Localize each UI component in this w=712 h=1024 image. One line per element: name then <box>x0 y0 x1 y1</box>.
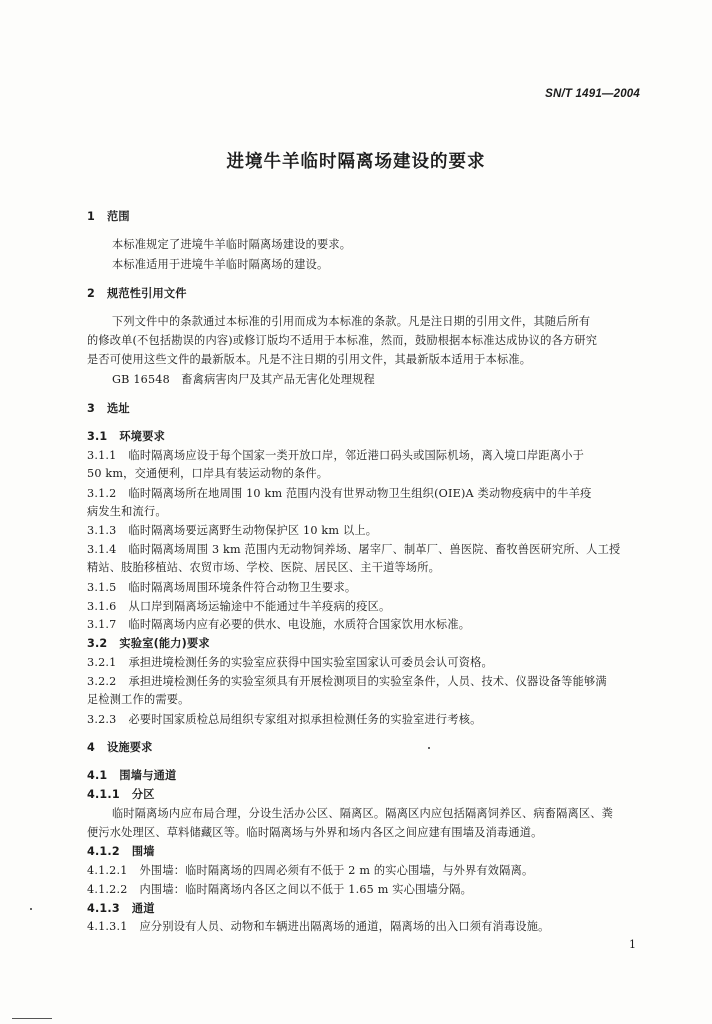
clause-3-1-7: 3.1.7 临时隔离场内应有必要的供水、电设施，水质符合国家饮用水标准。 <box>87 618 471 631</box>
paragraph-line: 本标准规定了进境牛羊临时隔离场建设的要求。 <box>112 238 352 251</box>
paragraph-line: 精站、肢胎移植站、农贸市场、学校、医院、居民区、主干道等场所。 <box>87 561 441 574</box>
section-heading-1: 1 范围 <box>87 210 130 223</box>
paragraph-line: 的修改单(不包括勘误的内容)或修订版均不适用于本标准，然而，鼓励根据本标准达成协议的各方研究 <box>87 334 598 347</box>
clause-4-1-3-1: 4.1.3.1 应分别设有人员、动物和车辆进出隔离场的通道，隔离场的出入口须有消毒设施。 <box>87 920 550 933</box>
document-title: 进境牛羊临时隔离场建设的要求 <box>226 152 486 172</box>
standard-code: SN/T 1491—2004 <box>545 88 640 100</box>
paragraph-line: 是否可使用这些文件的最新版本。凡是不注日期的引用文件，其最新版本适用于本标准。 <box>87 353 532 366</box>
section-heading-3: 3 选址 <box>87 402 130 415</box>
clause-3-2-2: 3.2.2 承担进境检测任务的实验室须具有开展检测项目的实验室条件，人员、技术、仪器设备等能够满 <box>87 675 607 688</box>
section-heading-4-1-2: 4.1.2 围墙 <box>87 845 155 858</box>
paragraph-line: 临时隔离场内应布局合理，分设生活办公区、隔离区。隔离区内应包括隔离饲养区、病畜隔离区、粪 <box>112 807 614 820</box>
clause-3-1-4: 3.1.4 临时隔离场周围 3 km 范围内无动物饲养场、屠宰厂、制革厂、兽医院、畜牧兽医研究所、人工授 <box>87 543 621 556</box>
paragraph-line: 下列文件中的条款通过本标准的引用而成为本标准的条款。凡是注日期的引用文件，其随后所有 <box>112 315 591 328</box>
clause-3-1-2: 3.1.2 临时隔离场所在地周围 10 km 范围内没有世界动物卫生组织(OIE)A 类动物疫病中的牛羊疫 <box>87 487 592 500</box>
clause-3-1-1: 3.1.1 临时隔离场应设于每个国家一类开放口岸，邻近港口码头或国际机场，离入境口岸距离小于 <box>87 449 584 462</box>
paragraph-line: 足检测工作的需要。 <box>87 693 190 706</box>
section-heading-4-1-3: 4.1.3 通道 <box>87 902 155 915</box>
reference-line: GB 16548 畜禽病害肉尸及其产品无害化处理规程 <box>112 373 375 386</box>
clause-4-1-2-1: 4.1.2.1 外围墙：临时隔离场的四周必须有不低于 2 m 的实心围墙，与外界有效隔离。 <box>87 864 534 877</box>
section-heading-3-1: 3.1 环境要求 <box>87 430 165 443</box>
section-heading-4: 4 设施要求 <box>87 741 153 754</box>
section-heading-4-1: 4.1 围墙与通道 <box>87 769 177 782</box>
scan-speck <box>30 908 32 910</box>
page-number: 1 <box>629 938 636 951</box>
clause-3-2-1: 3.2.1 承担进境检测任务的实验室应获得中国实验室国家认可委员会认可资格。 <box>87 656 493 669</box>
paragraph-line: 病发生和流行。 <box>87 505 167 518</box>
clause-3-1-6: 3.1.6 从口岸到隔离场运输途中不能通过牛羊疫病的疫区。 <box>87 600 391 613</box>
clause-4-1-2-2: 4.1.2.2 内围墙：临时隔离场内各区之间以不低于 1.65 m 实心围墙分隔。 <box>87 883 473 896</box>
clause-3-1-3: 3.1.3 临时隔离场要远离野生动物保护区 10 km 以上。 <box>87 524 378 537</box>
section-heading-2: 2 规范性引用文件 <box>87 287 187 300</box>
paragraph-line: 便污水处理区、草料储藏区等。临时隔离场与外界和场内各区之间应建有围墙及消毒通道。 <box>87 826 543 839</box>
clause-3-1-5: 3.1.5 临时隔离场周围环境条件符合动物卫生要求。 <box>87 581 357 594</box>
paragraph-line: 50 km，交通便利，口岸具有装运动物的条件。 <box>87 467 329 480</box>
scan-speck <box>12 1018 52 1019</box>
scan-speck <box>428 747 430 749</box>
clause-3-2-3: 3.2.3 必要时国家质检总局组织专家组对拟承担检测任务的实验室进行考核。 <box>87 713 482 726</box>
section-heading-4-1-1: 4.1.1 分区 <box>87 788 155 801</box>
paragraph-line: 本标准适用于进境牛羊临时隔离场的建设。 <box>112 258 329 271</box>
section-heading-3-2: 3.2 实验室(能力)要求 <box>87 637 210 650</box>
